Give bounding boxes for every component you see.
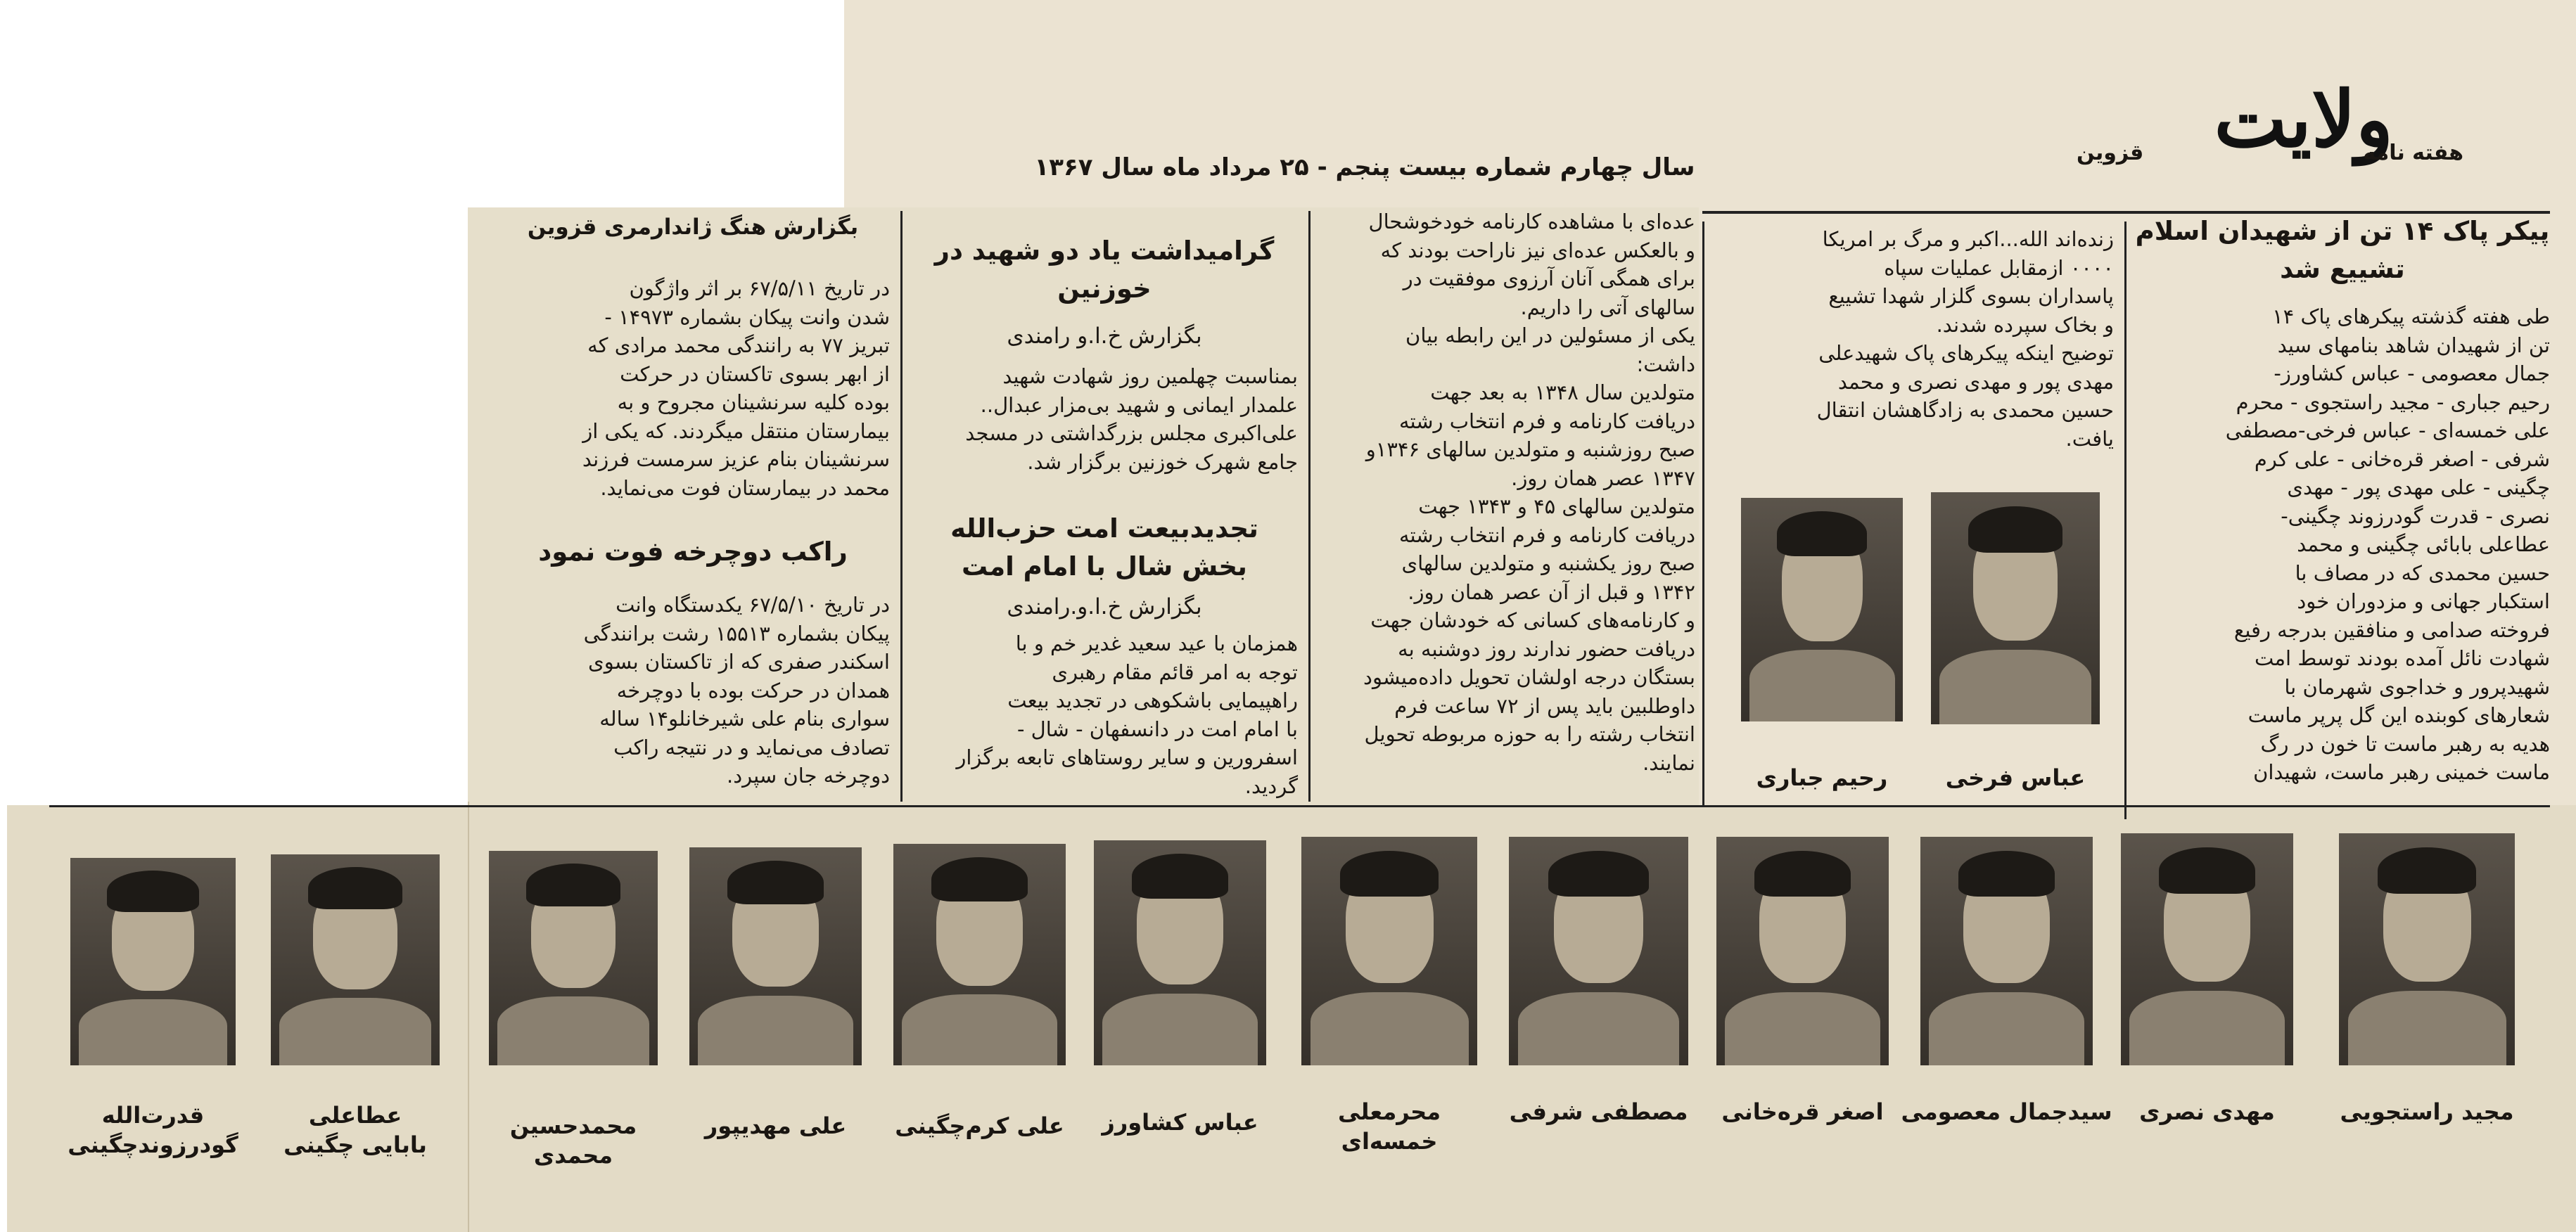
- memorial-article-body: بمناسبت چهلمین روز شهادت شهید علمدار ایمانی و شهید بی‌مزار عبدال.. علی‌اکبری مجلس بزرگداشتی در مسجد جامع شهرک خوزنین برگزار شد.: [965, 364, 1298, 474]
- masthead-city: قزوین: [2077, 141, 2144, 165]
- masthead: [2077, 74, 2463, 200]
- photo-mahdi-nasri: [2121, 833, 2293, 1065]
- masthead-title: ولایت: [2214, 74, 2393, 165]
- clipping-fold-line: [468, 802, 469, 1232]
- main-article-body: طی هفته گذشته پیکرهای پاک ۱۴ تن از شهیدان شاهد بنامهای سید جمال معصومی - عباس کشاورز- رحیم جباری - مجید راستجوی - محرم علی خمسه‌ای - عباس فرخی-مصطفی شرفی - اصغر قره‌خانی - علی کرم چگینی - علی مهدی پور - مهدی نصری - قدرت گودرزوند چگینی- عطاعلی بابائی چگینی و محمد حسین محمدی که در مصاف با استکبار جهانی و مزدوران خود فروخته صدامی و منافقین بدرجه رفیع شهادت نائل آمده بودند توسط امت شهیدپرور و خداجوی شهرمان با شعارهای کوبنده این گل پرپر ماست هدیه به رهبر ماست تا خون در رگ ماست خمینی رهبر ماست، شهیدان: [2225, 304, 2550, 784]
- caption-asghar-gharehkhani: اصغر قره‌خانی: [1721, 1098, 1884, 1125]
- photo-rahim-jabbari: [1741, 498, 1903, 721]
- caption-ali-karam-chegini: علی کرم‌چگینی: [895, 1112, 1064, 1139]
- photo-asghar-gharehkhani: [1716, 837, 1889, 1065]
- column-rule-2: [1308, 211, 1311, 802]
- photo-ali-karam-chegini: [893, 844, 1066, 1065]
- memorial-headline: گرامیداشت یاد دو شهید در خوزنین: [934, 236, 1275, 304]
- pledge-byline: بگزارش خ.ا.و.رامندی: [1007, 594, 1202, 620]
- continued-article-body: زنده‌اند الله...اکبر و مرگ بر امریکا ۰۰۰۰ ازمقابل عملیات سپاه پاسداران بسوی گلزار شهدا تشییع و بخاک سپرده شدند. توضیح اینکه پیکرهای پاک شهیدعلی مهدی پور و مهدی نصری و محمد حسین محمدی به زادگاهشان انتقال یافت.: [1816, 227, 2114, 451]
- caption-ghodratollah-goudarzvand: قدرت‌الله گودرزوندچگینی: [68, 1102, 238, 1158]
- caption-ataali-babaei-chegini: عطاعلی بابایی چگینی: [283, 1102, 427, 1158]
- issue-line: سال چهارم شماره بیست پنجم - ۲۵ مرداد ماه سال ۱۳۶۷: [1034, 153, 1695, 181]
- caption-mostafa-sharafi: مصطفی شرفی: [1509, 1098, 1688, 1125]
- photo-jamal-masoumi: [1920, 837, 2093, 1065]
- caption-mohammadhossein-mohammadi: محمدحسین محمدی: [509, 1112, 637, 1169]
- photo-abbas-farrokhi: [1931, 492, 2100, 724]
- photo-ali-mahdipour: [689, 847, 862, 1065]
- caption-ali-mahdipour: علی مهدیپور: [704, 1112, 847, 1139]
- bicycle-article-body: در تاریخ ۶۷/۵/۱۰ یکدستگاه وانت پیکان بشماره ۱۵۵۱۳ رشت برانندگی اسکندر صفری که از تاکستان بسوی همدان در حرکت بوده با دوچرخه سواری بنام علی شیرخانلو۱۴ ساله تصادف می‌نماید و در نتیجه راکب دوچرخه جان سپرد.: [583, 593, 890, 788]
- column-rule: [2124, 222, 2127, 819]
- photo-mostafa-sharafi: [1509, 837, 1688, 1065]
- main-headline: پیکر پاک ۱۴ تن از شهیدان اسلام تشییع شد: [2135, 216, 2550, 284]
- pledge-article-body: همزمان با عید سعید غدیر خم و با توجه به امر قائم مقام رهبری راهپیمایی باشکوهی در تجدید بیعت با امام امت در دانسفهان - شال - اسفرورین و سایر روستاهای تابعه برگزار گردید.: [956, 631, 1298, 798]
- caption-jamal-masoumi: سیدجمال معصومی: [1901, 1098, 2112, 1125]
- caption-abbas-keshavarz: عباس کشاورز: [1102, 1109, 1258, 1136]
- photo-abbas-keshavarz: [1094, 840, 1266, 1065]
- caption-rahim-jabbari: رحیم جباری: [1756, 764, 1888, 791]
- photo-ataali-babaei-chegini: [271, 854, 440, 1065]
- photo-majid-rastjui: [2339, 833, 2515, 1065]
- photo-mohammadhossein-mohammadi: [489, 851, 658, 1065]
- caption-abbas-farrokhi: عباس فرخی: [1945, 764, 2086, 791]
- registration-article-body: عده‌ای با مشاهده کارنامه خودخوشحال و بالعکس عده‌ای نیز ناراحت بودند که برای همگی آنان آرزوی موفقیت در سالهای آتی را داریم. یکی از مسئولین در این رابطه بیان داشت: متولدین سال ۱۳۴۸ به بعد جهت دریافت کارنامه و فرم انتخاب رشته صبح روزشنبه و متولدین سالهای ۱۳۴۶و ۱۳۴۷ عصر همان روز. متولدین سالهای ۴۵ و ۱۳۴۳ جهت دریافت کارنامه و فرم انتخاب رشته صبح روز یکشنبه و متولدین سالهای ۱۳۴۲ و قبل از آن عصر همان روز. و کارنامه‌های کسانی که خودشان جهت دریافت حضور ندارند روز دوشنبه به بستگان درجه اولشان تحویل داده‌میشود داوطلبین باید پس از ۷۲ ساعت فرم انتخاب رشته را به حوزه مربوطه تحویل نمایند.: [1363, 210, 1695, 775]
- bicycle-headline: راکب دوچرخه فوت نمود: [538, 537, 848, 567]
- photo-moharramali-khamsei: [1301, 837, 1477, 1065]
- pledge-headline: تجدیدبیعت امت حزب‌الله بخش شال با امام امت: [950, 513, 1258, 582]
- memorial-byline: بگزارش خ.ا.و رامندی: [1007, 323, 1202, 349]
- caption-mahdi-nasri: مهدی نصری: [2139, 1098, 2275, 1125]
- masthead-weekly: هفته نامه: [2363, 141, 2463, 165]
- column-rule-3: [900, 211, 903, 802]
- police-article-body: در تاریخ ۶۷/۵/۱۱ بر اثر واژگون شدن وانت پیکان بشماره ۱۴۹۷۳ - تبریز ۷۷ به رانندگی محمد مرادی که از ابهر بسوی تاکستان در حرکت بوده کلیه سرنشینان مجروح و به بیمارستان منتقل میگردند. که یکی از سرنشینان بنام عزیز سرمست فرزند محمد در بیمارستان فوت می‌نماید.: [582, 276, 890, 500]
- box-rule-left: [1702, 222, 1704, 805]
- photo-ghodratollah-goudarzvand: [70, 858, 236, 1065]
- photo-strip-top-rule: [49, 805, 2550, 807]
- caption-moharramali-khamsei: محرمعلی خمسه‌ای: [1337, 1098, 1441, 1155]
- police-byline: بگزارش هنگ ژاندارمری قزوین: [527, 214, 859, 240]
- caption-majid-rastjui: مجید راستجویی: [2340, 1098, 2514, 1125]
